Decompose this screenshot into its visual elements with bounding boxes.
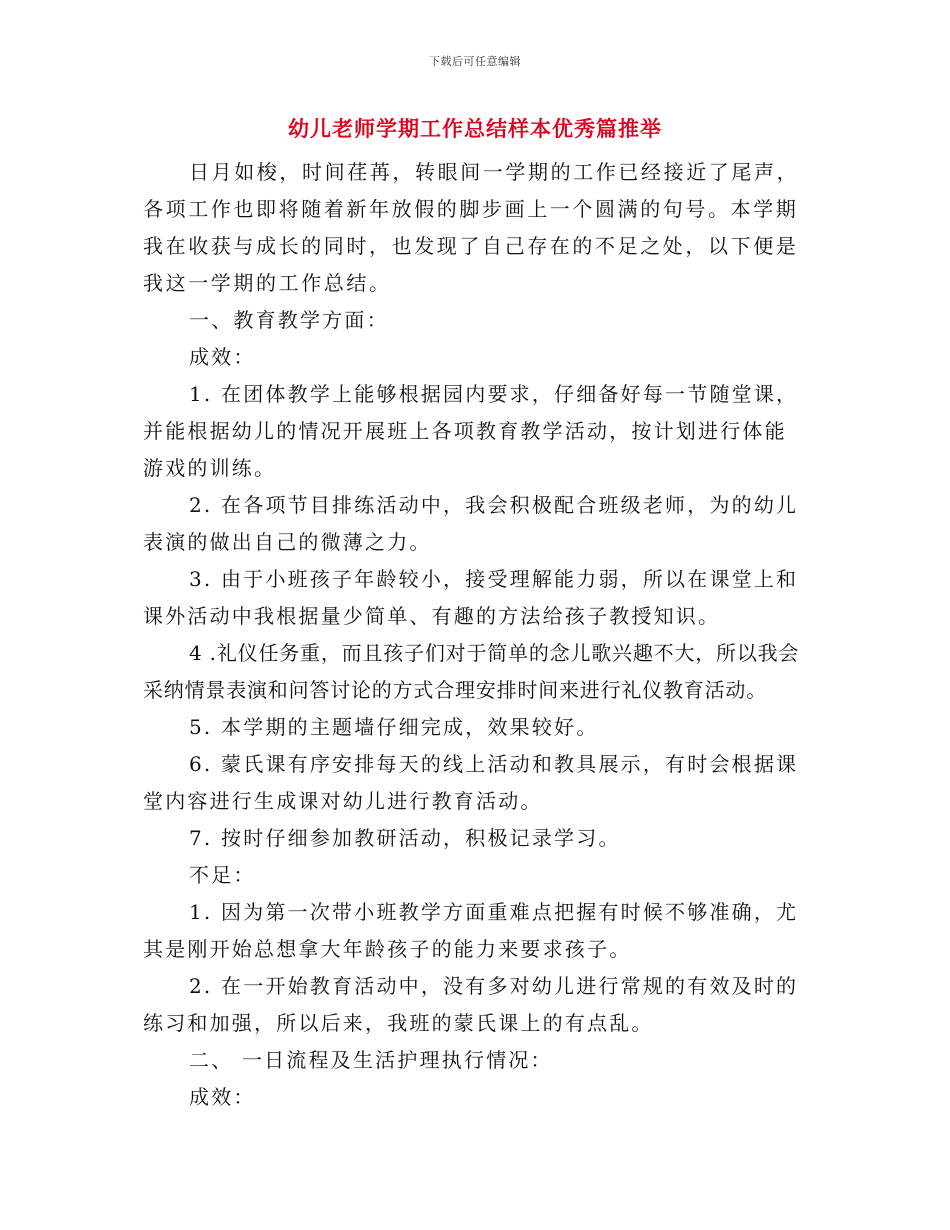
intro-paragraph: 日月如梭，时间荏苒，转眼间一学期的工作已经接近了尾声，各项工作也即将随着新年放假的脚步画上一个圆满的句号。本学期我在收获与成长的同时，也发现了自己存在的不足之处，以下便是我这一学期的工作总结。 [143, 160, 800, 295]
subheading-results: 成效： [189, 1085, 256, 1109]
section-heading-education: 一、教育教学方面： [189, 308, 389, 332]
list-item: 1. 在团体教学上能够根据园内要求，仔细备好每一节随堂课，并能根据幼儿的情况开展班上各项教育教学活动，按计划进行体能游戏的训练。 [143, 382, 799, 480]
list-item: 5. 本学期的主题墙仔细完成，效果较好。 [189, 715, 599, 739]
list-item: 1. 因为第一次带小班教学方面重难点把握有时候不够准确，尤其是刚开始总想拿大年龄孩子的能力来要求孩子。 [143, 900, 799, 961]
list-item: 2. 在一开始教育活动中，没有多对幼儿进行常规的有效及时的练习和加强，所以后来，我班的蒙氏课上的有点乱。 [143, 974, 799, 1035]
list-item: 2. 在各项节目排练活动中，我会积极配合班级老师，为的幼儿表演的做出自己的微薄之力。 [143, 493, 799, 554]
list-item: 3. 由于小班孩子年龄较小，接受理解能力弱，所以在课堂上和课外活动中我根据量少简单、有趣的方法给孩子教授知识。 [143, 567, 799, 628]
document-title: 幼儿老师学期工作总结样本优秀篇推举 [288, 116, 662, 141]
subheading-results: 成效： [189, 345, 256, 369]
section-heading-daily-routine: 二、 一日流程及生活护理执行情况： [189, 1048, 553, 1072]
subheading-shortcomings: 不足： [189, 863, 256, 887]
document-body [143, 154, 807, 1116]
header-note: 下载后可任意编辑 [429, 55, 521, 68]
list-item: 6. 蒙氏课有序安排每天的线上活动和教具展示，有时会根据课堂内容进行生成课对幼儿进行教育活动。 [143, 752, 799, 813]
list-item: 4 .礼仪任务重，而且孩子们对于简单的念儿歌兴趣不大，所以我会采纳情景表演和问答讨论的方式合理安排时间来进行礼仪教育活动。 [143, 641, 800, 702]
list-item: 7. 按时仔细参加教研活动，积极记录学习。 [189, 826, 621, 850]
